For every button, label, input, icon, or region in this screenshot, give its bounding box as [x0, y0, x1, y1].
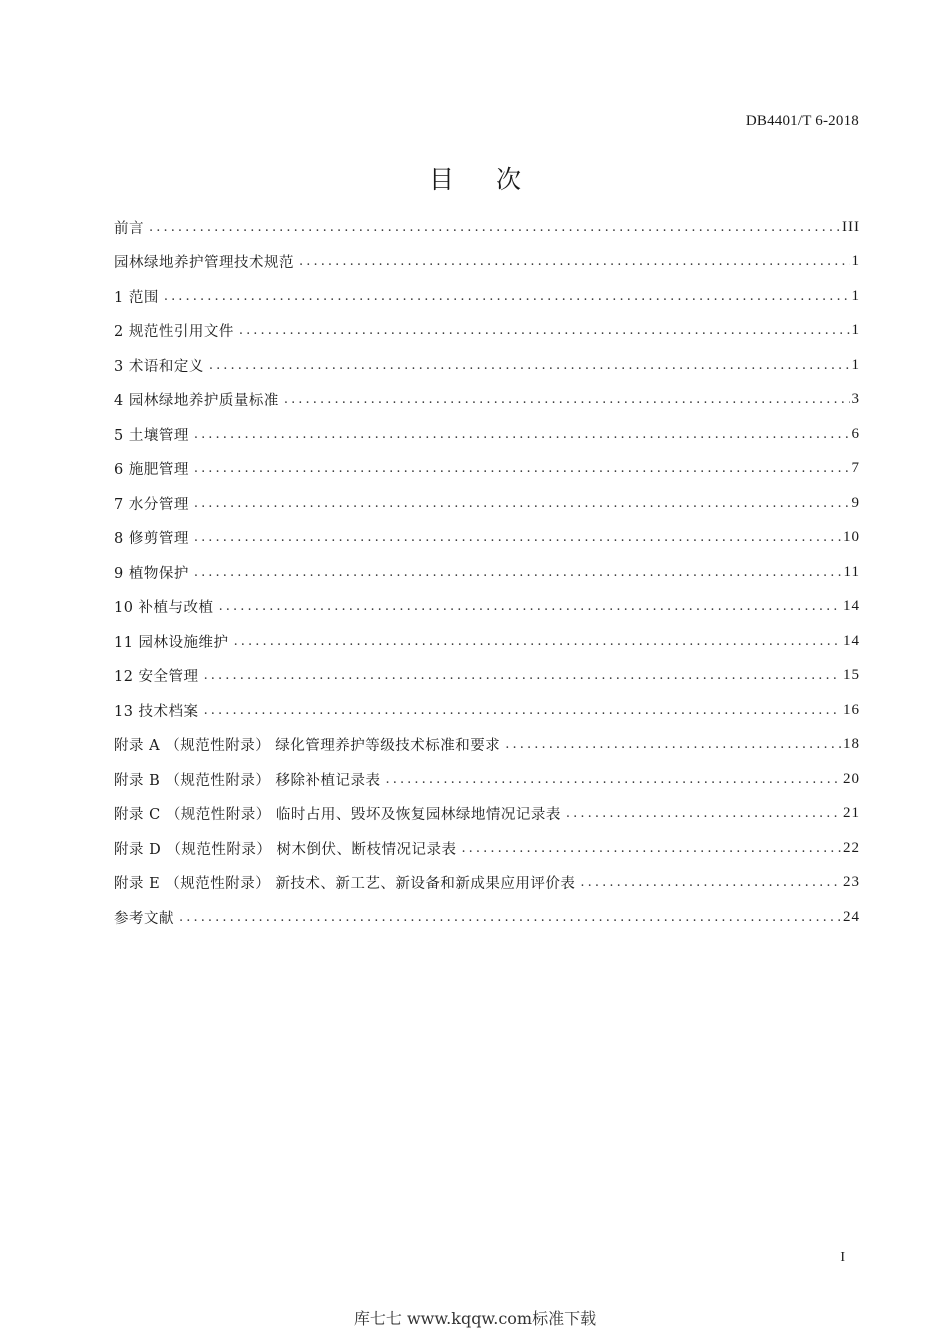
toc-leader-dots [204, 668, 841, 683]
toc-entry-page: 14 [843, 598, 860, 615]
toc-entry[interactable] [114, 521, 860, 556]
toc-entry-page: 7 [851, 460, 860, 477]
toc-leader-dots [149, 220, 840, 235]
toc-entry-page: 6 [851, 425, 860, 442]
toc-leader-dots [204, 703, 841, 718]
toc-entry-page: 1 [851, 253, 860, 270]
toc-entry-label: 1 范围 [114, 289, 159, 306]
toc-entry-label: 12 安全管理 [114, 669, 199, 686]
toc-entry-label: 4 园林绿地养护质量标准 [114, 393, 279, 410]
toc-title: 目次 [428, 165, 563, 194]
toc-entry-page: 23 [843, 874, 860, 891]
toc-leader-dots [164, 289, 850, 304]
toc-leader-dots [385, 772, 841, 787]
toc-entry-label: 园林绿地养护管理技术规范 [114, 255, 294, 272]
toc-entry-label: 6 施肥管理 [114, 462, 189, 479]
toc-entry-label: 13 技术档案 [114, 703, 199, 720]
toc-entry[interactable] [114, 866, 860, 901]
toc-entry-page: III [842, 218, 860, 235]
page-number: I [840, 1250, 845, 1265]
toc-entry-page: 14 [843, 632, 860, 649]
toc-entry-page: 10 [843, 529, 860, 546]
toc-leader-dots [194, 530, 841, 545]
toc-entry-label: 11 园林设施维护 [114, 634, 229, 651]
toc-entry-page: 11 [843, 563, 860, 580]
toc-leader-dots [239, 323, 850, 338]
toc-leader-dots [194, 565, 842, 580]
toc-entry-page: 3 [851, 391, 860, 408]
toc-entry[interactable] [114, 693, 860, 728]
toc-entry[interactable] [114, 452, 860, 487]
toc-entry[interactable] [114, 210, 860, 245]
toc-entry-label: 附录 D （规范性附录） 树木倒伏、断枝情况记录表 [114, 841, 457, 858]
toc-entry-label: 前言 [114, 220, 144, 237]
toc-entry[interactable] [114, 245, 860, 280]
toc-entry-page: 15 [843, 667, 860, 684]
toc-entry[interactable] [114, 831, 860, 866]
toc-entry-page: 22 [843, 839, 860, 856]
toc-entry[interactable] [114, 590, 860, 625]
toc-entry[interactable] [114, 417, 860, 452]
toc-entry[interactable] [114, 555, 860, 590]
toc-entry[interactable] [114, 314, 860, 349]
toc-entry[interactable] [114, 728, 860, 763]
toc-leader-dots [505, 737, 841, 752]
toc-entry[interactable] [114, 348, 860, 383]
toc-entry[interactable] [114, 762, 860, 797]
toc-entry-label: 2 规范性引用文件 [114, 324, 234, 341]
toc-leader-dots [580, 875, 841, 890]
toc-entry[interactable] [114, 659, 860, 694]
toc-entry-label: 附录 C （规范性附录） 临时占用、毁坏及恢复园林绿地情况记录表 [114, 807, 561, 824]
toc-leader-dots [566, 806, 841, 821]
toc-entry-label: 7 水分管理 [114, 496, 189, 513]
toc-entry-page: 1 [851, 287, 860, 304]
toc-leader-dots [219, 599, 841, 614]
toc-entry[interactable] [114, 624, 860, 659]
toc-entry[interactable] [114, 486, 860, 521]
toc-leader-dots [284, 392, 850, 407]
toc-entry-label: 附录 B （规范性附录） 移除补植记录表 [114, 772, 381, 789]
watermark-text: 库七七 www.kqqw.com标准下载 [353, 1309, 597, 1328]
toc-entry-page: 24 [843, 908, 860, 925]
toc-entry-label: 参考文献 [114, 910, 174, 927]
toc-leader-dots [234, 634, 841, 649]
toc-entry-page: 20 [843, 770, 860, 787]
toc-entry[interactable] [114, 900, 860, 935]
toc-entry-page: 1 [851, 322, 860, 339]
document-code: DB4401/T 6-2018 [745, 113, 859, 129]
toc-entry-label: 8 修剪管理 [114, 531, 189, 548]
toc-entry-page: 18 [843, 736, 860, 753]
toc-leader-dots [299, 254, 850, 269]
toc-entry[interactable] [114, 797, 860, 832]
toc-leader-dots [179, 910, 841, 925]
toc-entry-page: 21 [843, 805, 860, 822]
toc-leader-dots [461, 841, 841, 856]
toc-entry-page: 9 [851, 494, 860, 511]
toc-entry-label: 5 土壤管理 [114, 427, 189, 444]
toc-entry[interactable] [114, 279, 860, 314]
toc-entry-label: 附录 A （规范性附录） 绿化管理养护等级技术标准和要求 [114, 738, 501, 755]
toc-leader-dots [209, 358, 850, 373]
toc-entry-label: 9 植物保护 [114, 565, 189, 582]
toc-leader-dots [194, 427, 850, 442]
toc-entry-label: 3 术语和定义 [114, 358, 204, 375]
table-of-contents [114, 210, 860, 935]
toc-leader-dots [194, 461, 850, 476]
toc-entry-page: 16 [843, 701, 860, 718]
toc-entry-label: 10 补植与改植 [114, 600, 214, 617]
toc-entry-page: 1 [851, 356, 860, 373]
toc-leader-dots [194, 496, 850, 511]
toc-entry-label: 附录 E （规范性附录） 新技术、新工艺、新设备和新成果应用评价表 [114, 876, 576, 893]
toc-entry[interactable] [114, 383, 860, 418]
